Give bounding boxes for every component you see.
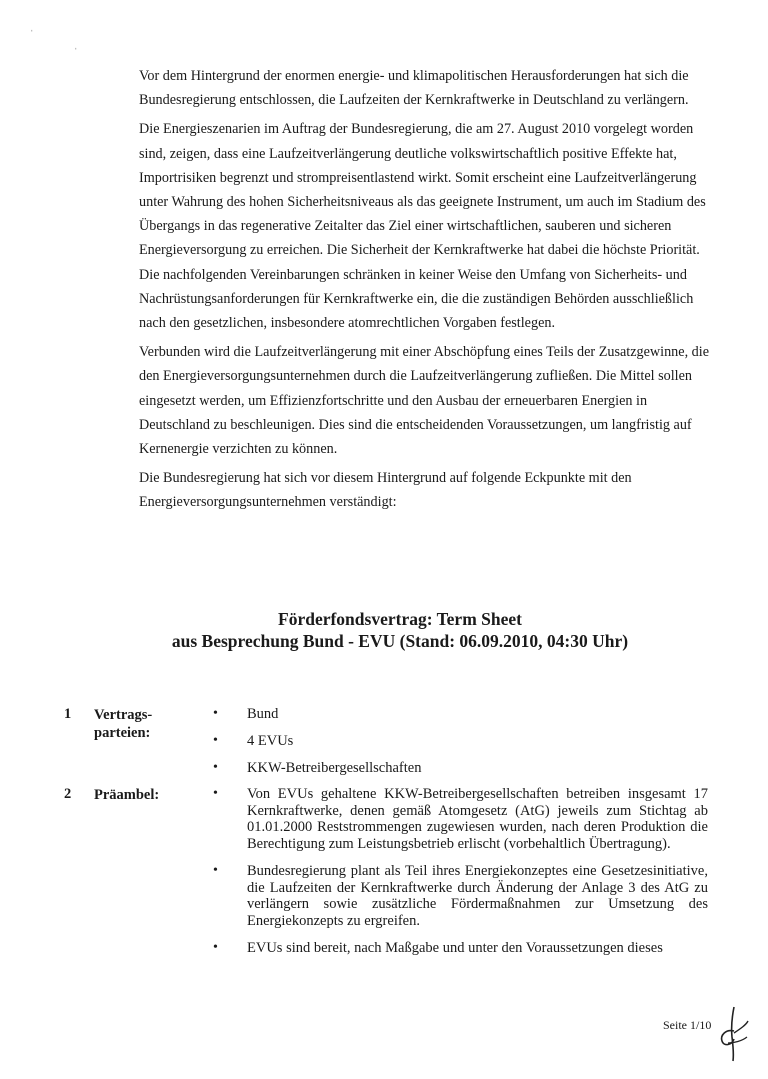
title-line-1: Förderfondsvertrag: Term Sheet bbox=[278, 609, 522, 629]
list-item-text: Bund bbox=[247, 706, 279, 722]
scan-mark-icon: ˌ bbox=[74, 38, 78, 50]
section-number: 1 bbox=[64, 706, 72, 722]
intro-paragraph: Die Energieszenarien im Auftrag der Bundesregierung, die am 27. August 2010 vorgelegt worden sind, zeigen, dass eine Laufzeitverlängerung deutliche volkswirtschaftlich positive Effekte hat, Importrisiken begrenzt und strompreisentlastend wirkt. Somit erscheint eine Laufzeitverlängerung unter Wahrung des hohen Sicherheitsniveaus als das geeignete Instrument, um auch im Stadium des Übergangs in das regenerative Zeitalter das Ziel einer wirtschaftlichen, sauberen und sicheren Energieversorgung zu erreichen. Die Sicherheit der Kernkraftwerke hat dabei die höchste Priorität. Die nachfolgenden Vereinbarungen schränken in keiner Weise den Umfang von Sicherheits- und Nachrüstungsanforderungen für Kernkraftwerke ein, die die zuständigen Behörden ausschließlich nach den gesetzlichen, insbesondere atomrechtlichen Vorgaben festlegen. bbox=[139, 121, 706, 332]
section-label bbox=[94, 706, 194, 742]
list-item-text: 4 EVUs bbox=[247, 733, 294, 749]
section-label-line: Vertrags- bbox=[94, 707, 153, 723]
section-1-list bbox=[213, 705, 708, 786]
intro-paragraph: Die Bundesregierung hat sich vor diesem Hintergrund auf folgende Eckpunkte mit den Energieversorgungsunternehmen verständigt: bbox=[139, 470, 632, 511]
list-item-text: Von EVUs gehaltene KKW-Betreibergesellschaften betreiben insgesamt 17 Kernkraftwerke, denen gemäß Atomgesetz (AtG) jeweils zum Stichtag ab 01.01.2000 Reststrommengen zugewiesen wurden, nach deren Produktion die Berechtigung zum Leistungsbetrieb erlischt (vorbehaltlich Übertragung). bbox=[247, 786, 708, 853]
section-label-line: parteien: bbox=[94, 725, 151, 741]
list-item bbox=[213, 940, 708, 957]
intro-paragraph: Vor dem Hintergrund der enormen energie- und klimapolitischen Herausforderungen hat sich die Bundesregierung entschlossen, die Laufzeiten der Kernkraftwerke in Deutschland zu verlängern. bbox=[139, 68, 689, 109]
intro-paragraph: Verbunden wird die Laufzeitverlängerung mit einer Abschöpfung eines Teils der Zusatzgewinne, die den Energieversorgungsunternehmen durch die Laufzeitverlängerung zufließen. Die Mittel sollen eingesetzt werden, um Effizienzfortschritte und den Ausbau der erneuerbaren Energien in Deutschland zu beschleunigen. Dies sind die entscheidenden Voraussetzungen, um langfristig auf Kernenergie verzichten zu können. bbox=[139, 344, 709, 458]
bullet-icon: • bbox=[213, 706, 218, 721]
list-item bbox=[213, 863, 708, 930]
section-label: Präambel: bbox=[94, 787, 160, 803]
section-2-list bbox=[213, 786, 708, 966]
handwritten-initial-icon bbox=[716, 1003, 750, 1070]
bullet-icon: • bbox=[213, 862, 218, 878]
list-item bbox=[213, 705, 708, 723]
list-item-text: EVUs sind bereit, nach Maßgabe und unter den Voraussetzungen dieses bbox=[247, 939, 663, 956]
term-sheet-title bbox=[100, 608, 700, 652]
list-item bbox=[213, 759, 708, 777]
list-item-text: Bundesregierung plant als Teil ihres Energiekonzeptes eine Gesetzesinitiative, die Laufzeiten der Kernkraftwerke durch Änderung der Anlage 3 des AtG zu verlängern sowie zusätzliche Fördermaßnahmen zur Umsetzung des Energiekonzepts zu ergreifen. bbox=[247, 862, 708, 929]
list-item bbox=[213, 786, 708, 853]
bullet-icon: • bbox=[213, 760, 218, 775]
section-number: 2 bbox=[64, 786, 72, 802]
bullet-icon: • bbox=[213, 733, 218, 748]
bullet-icon: • bbox=[213, 939, 218, 955]
bullet-icon: • bbox=[213, 786, 218, 801]
signature-drawing bbox=[716, 1003, 750, 1065]
list-item-text: KKW-Betreibergesellschaften bbox=[247, 760, 422, 776]
scan-mark-icon: ˈ bbox=[30, 28, 34, 40]
title-line-2: aus Besprechung Bund - EVU (Stand: 06.09.2010, 04:30 Uhr) bbox=[171, 631, 629, 651]
page-number: Seite 1/10 bbox=[663, 1018, 712, 1032]
intro-text bbox=[139, 64, 717, 520]
list-item bbox=[213, 732, 708, 750]
